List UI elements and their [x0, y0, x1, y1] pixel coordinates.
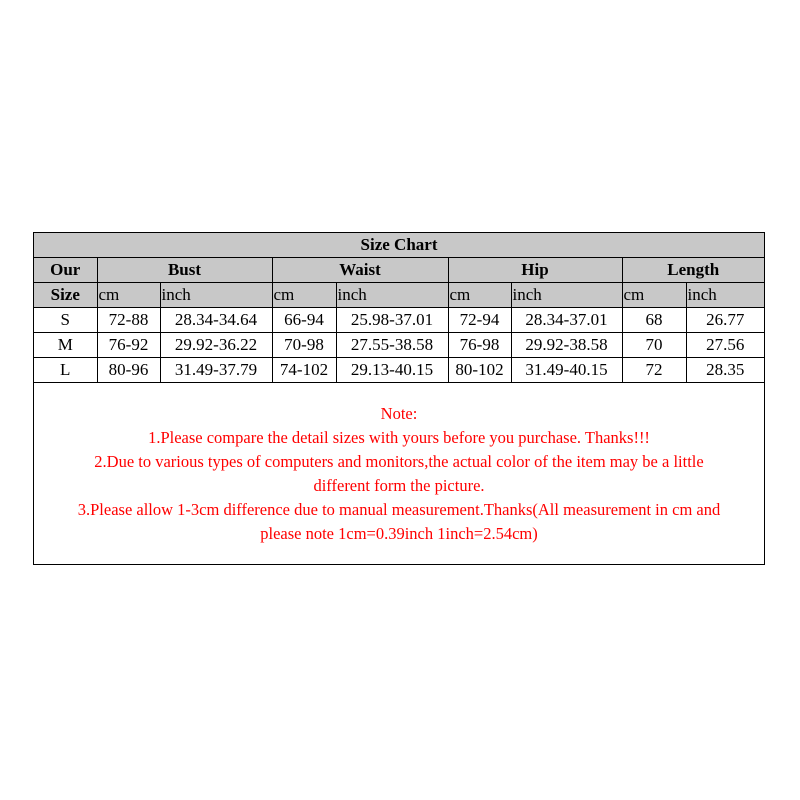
note-line-2b: different form the picture.	[313, 476, 485, 495]
hip-inch-cell: 28.34-37.01	[511, 308, 622, 333]
bust-cm-cell: 76-92	[97, 333, 160, 358]
unit-header-row	[34, 283, 764, 308]
unit-cm: cm	[272, 283, 336, 308]
size-cell: M	[34, 333, 97, 358]
notes-section	[34, 381, 764, 564]
waist-cm-cell: 66-94	[272, 308, 336, 333]
hip-header: Hip	[448, 258, 622, 283]
length-inch-cell: 28.35	[686, 358, 764, 383]
hip-cm-cell: 76-98	[448, 333, 511, 358]
size-cell: S	[34, 308, 97, 333]
unit-cm: cm	[622, 283, 686, 308]
bust-cm-cell: 80-96	[97, 358, 160, 383]
table-row	[34, 308, 764, 333]
length-inch-cell: 27.56	[686, 333, 764, 358]
waist-inch-cell: 27.55-38.58	[336, 333, 448, 358]
unit-inch: inch	[686, 283, 764, 308]
waist-cm-cell: 74-102	[272, 358, 336, 383]
bust-inch-cell: 31.49-37.79	[160, 358, 272, 383]
hip-inch-cell: 31.49-40.15	[511, 358, 622, 383]
unit-inch: inch	[511, 283, 622, 308]
waist-header: Waist	[272, 258, 448, 283]
unit-cm: cm	[97, 283, 160, 308]
group-header-row	[34, 258, 764, 283]
size-chart	[33, 232, 765, 565]
waist-inch-cell: 25.98-37.01	[336, 308, 448, 333]
chart-title: Size Chart	[34, 233, 764, 258]
waist-cm-cell: 70-98	[272, 333, 336, 358]
hip-cm-cell: 80-102	[448, 358, 511, 383]
length-cm-cell: 68	[622, 308, 686, 333]
note-line-2a: 2.Due to various types of computers and monitors,the actual color of the item may be a little	[94, 452, 704, 471]
length-cm-cell: 72	[622, 358, 686, 383]
note-line-3a: 3.Please allow 1-3cm difference due to manual measurement.Thanks(All measurement in cm and	[77, 500, 721, 519]
note-line-3b: please note 1cm=0.39inch 1inch=2.54cm)	[260, 524, 538, 543]
length-header: Length	[622, 258, 764, 283]
size-cell: L	[34, 358, 97, 383]
hip-cm-cell: 72-94	[448, 308, 511, 333]
size-header-bottom: Size	[34, 283, 97, 308]
unit-cm: cm	[448, 283, 511, 308]
bust-inch-cell: 29.92-36.22	[160, 333, 272, 358]
table-row	[34, 358, 764, 383]
length-inch-cell: 26.77	[686, 308, 764, 333]
bust-header: Bust	[97, 258, 272, 283]
note-line-1: 1.Please compare the detail sizes with yours before you purchase. Thanks!!!	[148, 428, 650, 447]
note-heading: Note:	[380, 404, 418, 423]
size-table	[34, 233, 764, 383]
waist-inch-cell: 29.13-40.15	[336, 358, 448, 383]
hip-inch-cell: 29.92-38.58	[511, 333, 622, 358]
unit-inch: inch	[336, 283, 448, 308]
unit-inch: inch	[160, 283, 272, 308]
table-row	[34, 333, 764, 358]
bust-cm-cell: 72-88	[97, 308, 160, 333]
title-row	[34, 233, 764, 258]
length-cm-cell: 70	[622, 333, 686, 358]
bust-inch-cell: 28.34-34.64	[160, 308, 272, 333]
size-header-top: Our	[34, 258, 97, 283]
